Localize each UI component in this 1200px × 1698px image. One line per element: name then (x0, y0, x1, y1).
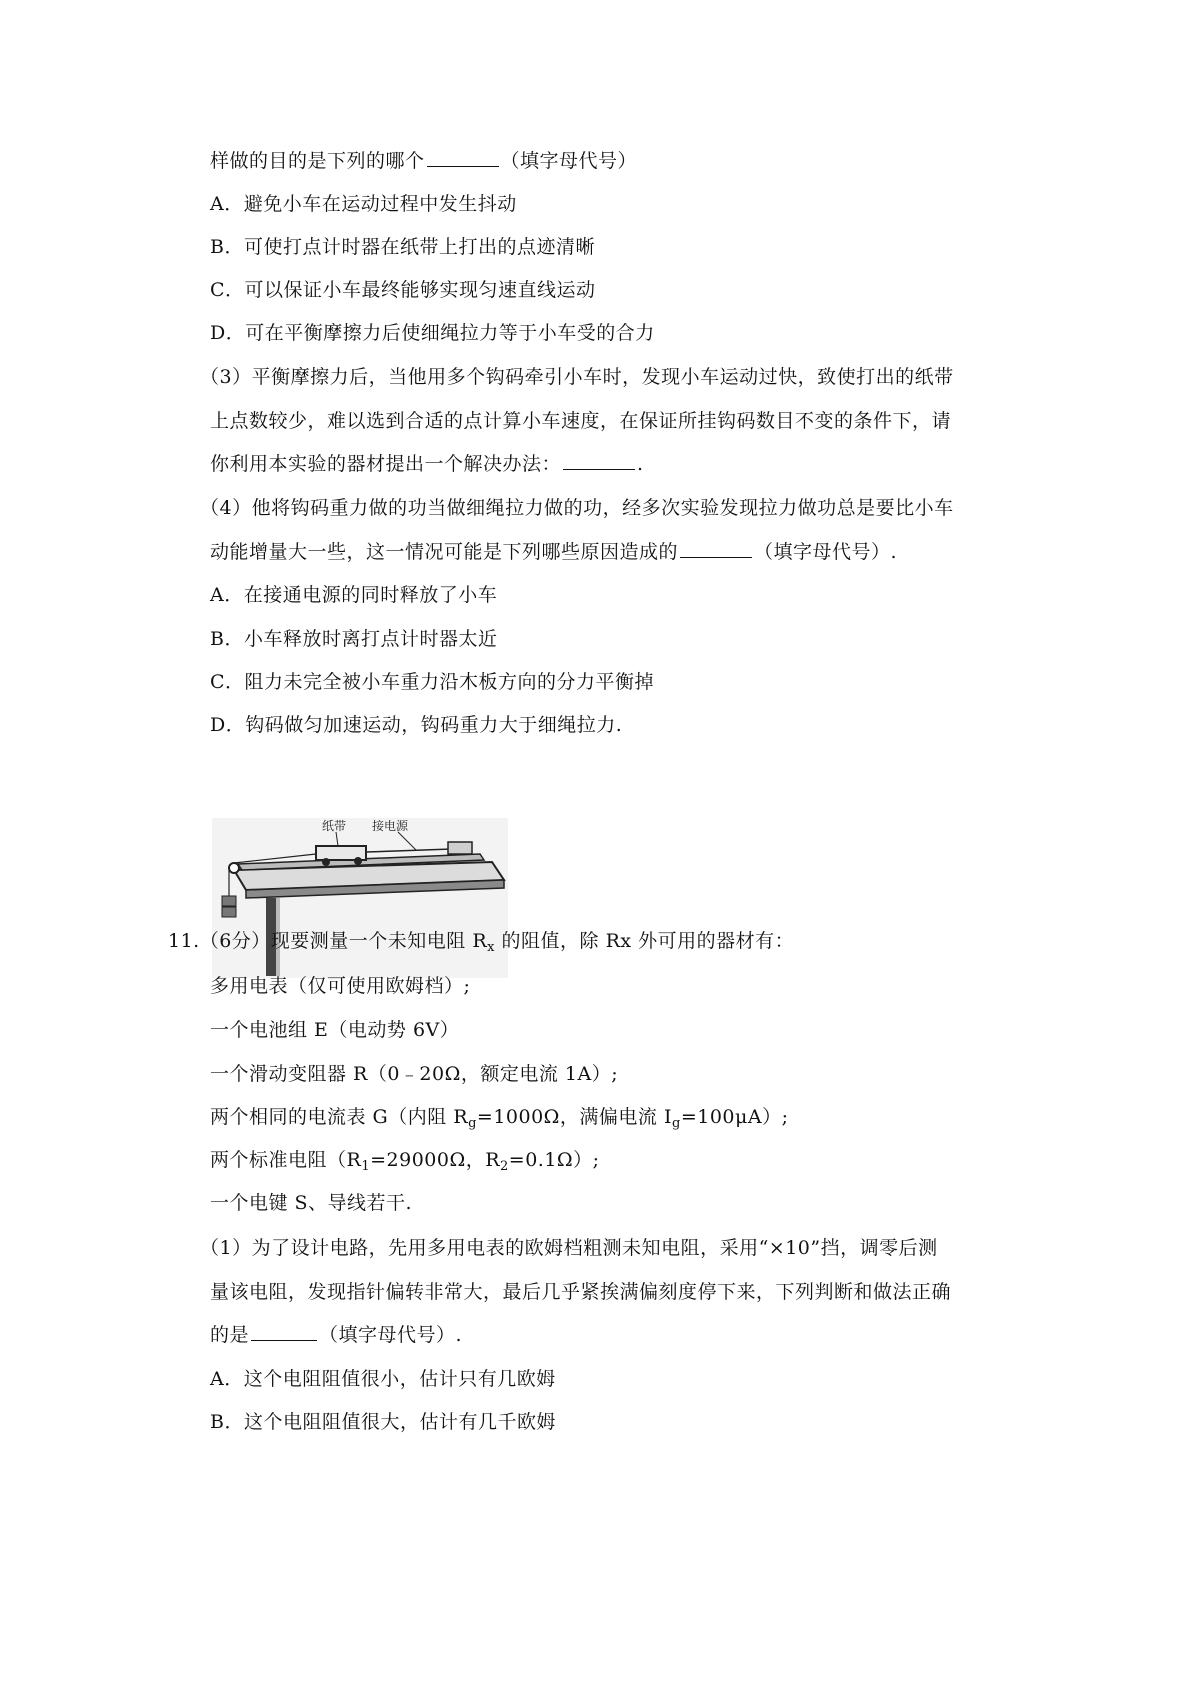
equipment-item: 一个电池组 E（电动势 6V） (210, 1019, 460, 1041)
option-a: A．在接通电源的同时释放了小车 (210, 584, 498, 606)
question-11-title: 11.（6分）现要测量一个未知电阻 $R_x$ 的阻值，除 Rx 外可用的器材有： (168, 930, 795, 955)
equipment-item: 两个相同的电流表 G（内阻 $R_g=1000\Omega$，满偏电流 $I_g=100\mu A$）; (210, 1106, 789, 1131)
equipment-item: 两个标准电阻（$R_1=29000\Omega$，$R_2=0.1\Omega$）; (210, 1149, 600, 1174)
question-text-line: 样做的目的是下列的哪个 （填字母代号） (210, 150, 638, 172)
question-text-line: 你利用本实验的器材提出一个解决办法： . (210, 453, 644, 475)
sub-question-3: （3）平衡摩擦力后，当他用多个钩码牵引小车时，发现小车运动过快，致使打出的纸带 (200, 366, 954, 388)
label-paper-tape: 纸带 (322, 819, 347, 833)
equipment-item: 一个滑动变阻器 R（0﹣20Ω，额定电流 1A）; (210, 1063, 619, 1085)
option-a: A．避免小车在运动过程中发生抖动 (210, 193, 517, 215)
option-d: D．可在平衡摩擦力后使细绳拉力等于小车受的合力 (210, 322, 655, 344)
option-b: B．小车释放时离打点计时器太近 (210, 628, 498, 650)
option-c: C．可以保证小车最终能够实现匀速直线运动 (210, 279, 596, 301)
label-power: 接电源 (372, 819, 409, 833)
option-a: A．这个电阻阻值很小，估计只有几欧姆 (210, 1368, 556, 1390)
question-text-line: 上点数较少，难以选到合适的点计算小车速度，在保证所挂钩码数目不变的条件下，请 (210, 410, 952, 432)
option-b: B．可使打点计时器在纸带上打出的点迹清晰 (210, 236, 595, 258)
question-text-line: 的是 （填字母代号）. (210, 1324, 463, 1346)
option-c: C．阻力未完全被小车重力沿木板方向的分力平衡掉 (210, 671, 655, 693)
equipment-item: 一个电键 S、导线若干. (210, 1192, 413, 1214)
sub-question-4: （4）他将钩码重力做的功当做细绳拉力做的功，经多次实验发现拉力做功总是要比小车 (200, 497, 954, 519)
answer-blank[interactable] (563, 451, 635, 470)
timer (448, 842, 472, 854)
sub-question-1: （1）为了设计电路，先用多用电表的欧姆档粗测未知电阻，采用“×10”挡，调零后测 (200, 1237, 938, 1259)
answer-blank[interactable] (251, 1322, 317, 1341)
answer-blank[interactable] (427, 148, 499, 167)
option-b: B．这个电阻阻值很大，估计有几千欧姆 (210, 1411, 556, 1433)
option-d: D．钩码做匀加速运动，钩码重力大于细绳拉力. (210, 714, 623, 736)
equipment-item: 多用电表（仅可使用欧姆档）; (210, 975, 471, 997)
question-text-line: 量该电阻，发现指针偏转非常大，最后几乎紧挨满偏刻度停下来，下列判断和做法正确 (210, 1281, 952, 1303)
answer-blank[interactable] (680, 539, 752, 558)
question-text-line: 动能增量大一些，这一情况可能是下列哪些原因造成的 （填字母代号）. (210, 541, 898, 563)
